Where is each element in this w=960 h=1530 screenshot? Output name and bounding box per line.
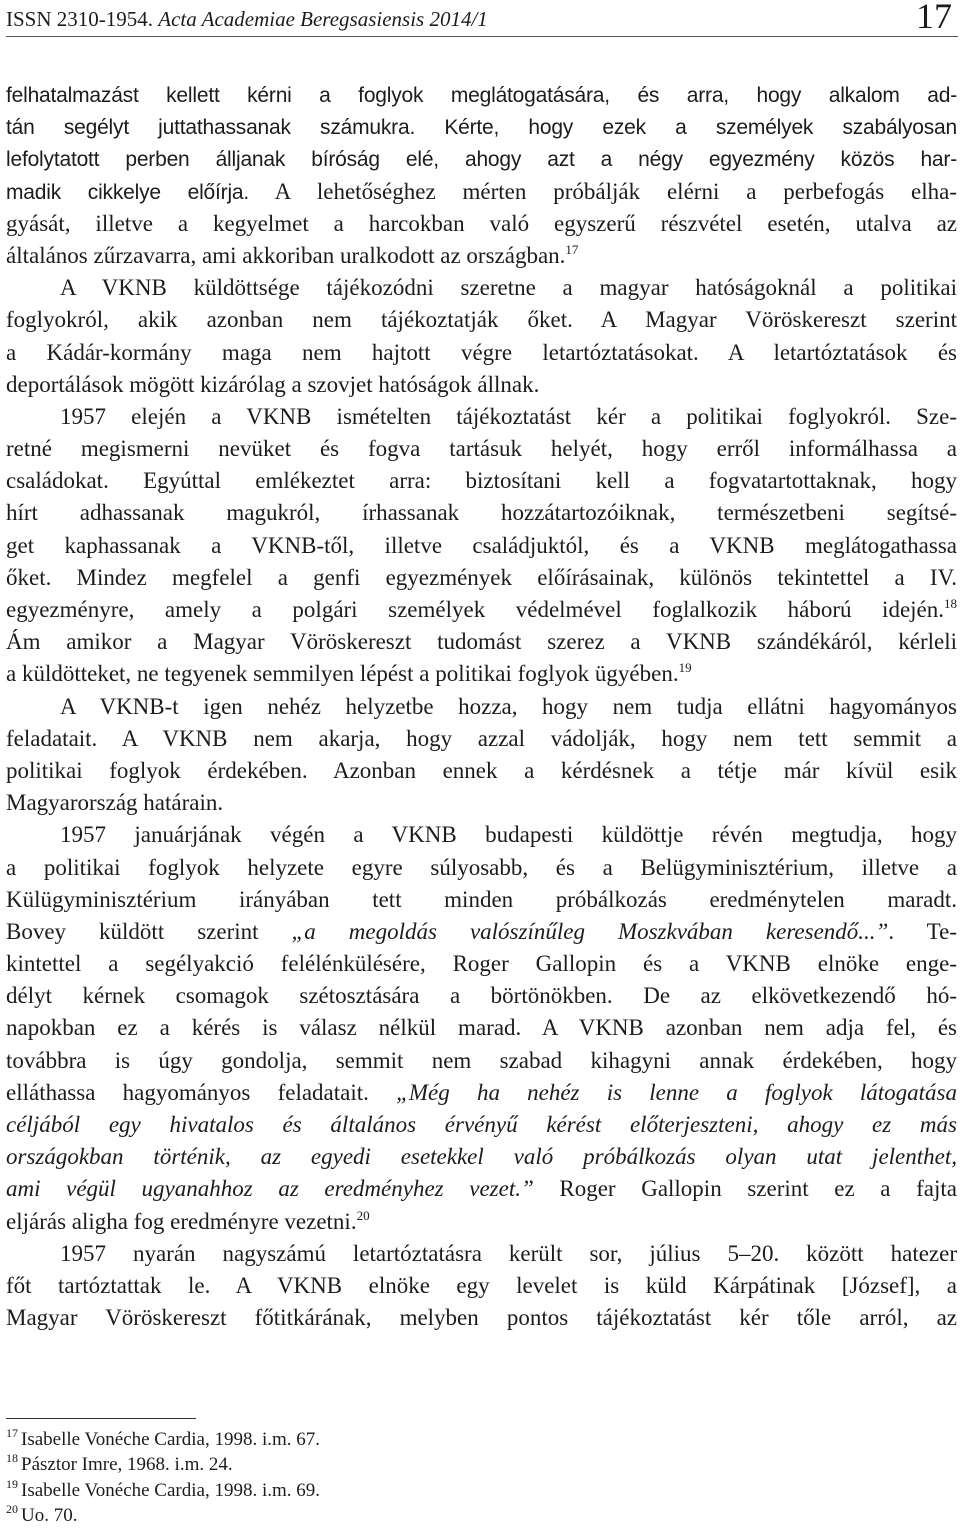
text-segment: hírt adhassanak magukról, írhassanak hozzátartozóiknak, természetbeni segítsé- <box>6 500 957 526</box>
text-segment: deportálások mögött kizárólag a szovjet hatóságok állnak. <box>6 371 540 397</box>
text-line <box>6 1173 957 1205</box>
text-segment: retné megismerni nevüket és fogva tartásuk helyét, hogy erről informálhassa a <box>6 436 957 462</box>
text-line <box>6 1109 957 1141</box>
text-segment: A VKNB-t igen nehéz helyzetbe hozza, hogy nem tudja ellátni hagyományos <box>60 693 957 719</box>
text-line <box>6 980 957 1012</box>
text-line <box>6 1045 957 1077</box>
text-line <box>6 304 957 336</box>
text-line <box>6 1302 957 1334</box>
text-segment: Magyarország határain. <box>6 790 224 816</box>
text-segment: . Te- <box>888 918 957 944</box>
footnote-ref[interactable]: 18 <box>944 596 957 611</box>
text-line <box>6 787 957 819</box>
text-line <box>6 240 957 272</box>
text-segment: Magyar Vöröskereszt főtitkárának, melyben pontos tájékoztatást kér tőle arról, az <box>6 1305 957 1331</box>
footnote-ref[interactable]: 20 <box>356 1207 370 1223</box>
running-head <box>6 8 488 30</box>
text-segment: kintettel a segélyakció felélénkülésére, Roger Gallopin és a VKNB elnöke enge- <box>6 951 957 977</box>
text-line <box>6 948 957 980</box>
text-line <box>6 337 957 369</box>
text-line <box>6 272 957 304</box>
text-line <box>6 208 957 240</box>
text-segment: madik cikkelye előírja. <box>6 180 250 204</box>
text-line <box>6 111 957 143</box>
text-line <box>6 1077 957 1109</box>
text-segment: elláthassa hagyományos feladatait. <box>6 1079 397 1105</box>
text-segment: gyását, illetve a kegyelmet a harcokban való egyszerű részvétel esetén, utalva az <box>6 210 957 236</box>
journal-title: Acta Academiae Beregsasiensis 2014/1 <box>158 7 488 31</box>
quote-text: „Még ha nehéz is lenne a foglyok látogatása <box>396 1079 957 1105</box>
text-line <box>6 884 957 916</box>
text-segment: 1957 januárjának végén a VKNB budapesti küldöttje révén megtudja, hogy <box>60 822 957 848</box>
text-line <box>6 819 957 851</box>
body-text <box>6 79 957 1334</box>
text-segment: Külügyminisztérium irányában tett minden próbálkozás eredménytelen maradt. <box>6 886 957 912</box>
text-segment: egyezményre, amely a polgári személyek védelmével foglalkozik háború idején. <box>6 597 944 622</box>
text-segment: lefolytatott perben álljanak bíróság elé, ahogy azt a négy egyezmény közös har- <box>6 148 957 172</box>
text-line <box>6 1141 957 1173</box>
text-line <box>6 1270 957 1302</box>
text-line <box>6 1206 957 1238</box>
text-line <box>6 401 957 433</box>
quote-text: ami végül ugyanahhoz az eredményhez vezet.” <box>6 1176 534 1202</box>
footnote-number: 20 <box>6 1502 18 1517</box>
text-line <box>6 658 957 690</box>
text-line <box>6 433 957 465</box>
footnote-ref[interactable]: 19 <box>678 660 692 676</box>
text-line <box>6 562 957 594</box>
quote-text: „a megoldás valószínűleg Moszkvában keresendő...” <box>291 918 889 944</box>
text-segment: általános zűrzavarra, ami akkoriban uralkodott az országban. <box>6 242 566 268</box>
text-line <box>6 1238 957 1270</box>
footnote-rule <box>6 1418 196 1419</box>
text-segment: főt tartóztattak le. A VKNB elnöke egy levelet is küld Kárpátinak [József], a <box>6 1272 957 1298</box>
footnotes <box>6 1427 320 1529</box>
text-segment: A VKNB küldöttsége tájékozódni szeretne a magyar hatóságoknál a politikai <box>60 275 957 301</box>
quote-text: céljából egy hivatalos és általános érvényű kérést előterjeszteni, ahogy ez más <box>6 1112 957 1137</box>
text-line <box>6 369 957 401</box>
text-line <box>6 755 957 787</box>
text-segment: eljárás aligha fog eredményre vezetni. <box>6 1208 357 1234</box>
text-segment: get kaphassanak a VKNB-től, illetve családjuktól, és a VKNB meglátogathassa <box>6 532 957 558</box>
text-segment: felhatalmazást kellett kérni a foglyok meglátogatására, és arra, hogy alkalom ad- <box>6 84 957 107</box>
text-segment: Bovey küldött szerint <box>6 918 292 944</box>
footnote-item <box>6 1452 320 1477</box>
text-line <box>6 916 957 948</box>
text-segment: A lehetőséghez mérten próbálják elérni a perbefogás elha- <box>249 178 958 204</box>
footnote-number: 19 <box>6 1476 18 1491</box>
footnote-text: Pásztor Imre, 1968. i.m. 24. <box>21 1454 233 1476</box>
text-segment: továbbra is úgy gondolja, semmit nem szabad kihagyni annak érdekében, hogy <box>6 1047 957 1073</box>
text-line <box>6 79 957 111</box>
header-rule <box>6 36 958 37</box>
text-segment: a küldötteket, ne tegyenek semmilyen lépést a politikai foglyok ügyében. <box>6 661 679 687</box>
text-segment: a Kádár-kormány maga nem hajtott végre letartóztatásokat. A letartóztatások és <box>6 339 957 365</box>
text-line <box>6 530 957 562</box>
footnote-number: 18 <box>6 1451 18 1466</box>
text-line <box>6 723 957 755</box>
text-segment: feladatait. A VKNB nem akarja, hogy azzal vádolják, hogy nem tett semmit a <box>6 725 957 751</box>
text-segment: napokban ez a kérés is válasz nélkül marad. A VKNB azonban nem adja fel, és <box>6 1015 957 1041</box>
text-segment: őket. Mindez megfelel a genfi egyezmények előírásainak, különös tekintettel a IV. <box>6 564 957 590</box>
page-header <box>6 0 954 36</box>
text-line <box>6 143 957 175</box>
text-segment: politikai foglyok érdekében. Azonban ennek a kérdésnek a tétje már kívül esik <box>6 757 957 783</box>
text-segment: tán segélyt juttathassanak számukra. Kérte, hogy ezek a személyek szabályosan <box>6 116 957 140</box>
footnote-ref[interactable]: 17 <box>565 241 579 257</box>
text-line <box>6 1012 957 1044</box>
text-line <box>6 465 957 497</box>
text-segment: délyt kérnek csomagok szétosztására a börtönökben. De az elkövetkezendő hó- <box>6 983 957 1009</box>
footnote-number: 17 <box>6 1426 18 1440</box>
text-line <box>6 594 957 626</box>
text-line <box>6 176 957 208</box>
text-line <box>6 497 957 529</box>
text-segment: 1957 nyarán nagyszámú letartóztatásra került sor, július 5–20. között hatezer <box>60 1240 957 1266</box>
text-segment: Roger Gallopin szerint ez a fajta <box>533 1176 957 1202</box>
text-line <box>6 626 957 658</box>
issn: ISSN 2310-1954. <box>6 7 154 31</box>
footnote-item <box>6 1478 320 1503</box>
text-segment: a politikai foglyok helyzete egyre súlyosabb, és a Belügyminisztérium, illetve a <box>6 854 957 880</box>
text-line <box>6 691 957 723</box>
footnote-text: Isabelle Vonéche Cardia, 1998. i.m. 67. <box>21 1429 321 1450</box>
page-number: 17 <box>916 0 952 36</box>
text-line <box>6 852 957 884</box>
text-segment: családokat. Egyúttal emlékeztet arra: biztosítani kell a fogvatartottaknak, hogy <box>6 468 957 494</box>
footnote-text: Uo. 70. <box>21 1505 78 1527</box>
footnote-text: Isabelle Vonéche Cardia, 1998. i.m. 69. <box>21 1479 321 1501</box>
quote-text: országokban történik, az egyedi esetekkel való próbálkozás olyan utat jelenthet, <box>6 1144 957 1170</box>
footnote-item <box>6 1503 320 1528</box>
text-segment: Ám amikor a Magyar Vöröskereszt tudomást szerez a VKNB szándékáról, kérleli <box>6 629 957 655</box>
text-segment: 1957 elején a VKNB ismételten tájékoztatást kér a politikai foglyokról. Sze- <box>60 403 957 429</box>
text-segment: foglyokról, akik azonban nem tájékoztatják őket. A Magyar Vöröskereszt szerint <box>6 307 957 333</box>
footnote-item <box>6 1427 320 1452</box>
